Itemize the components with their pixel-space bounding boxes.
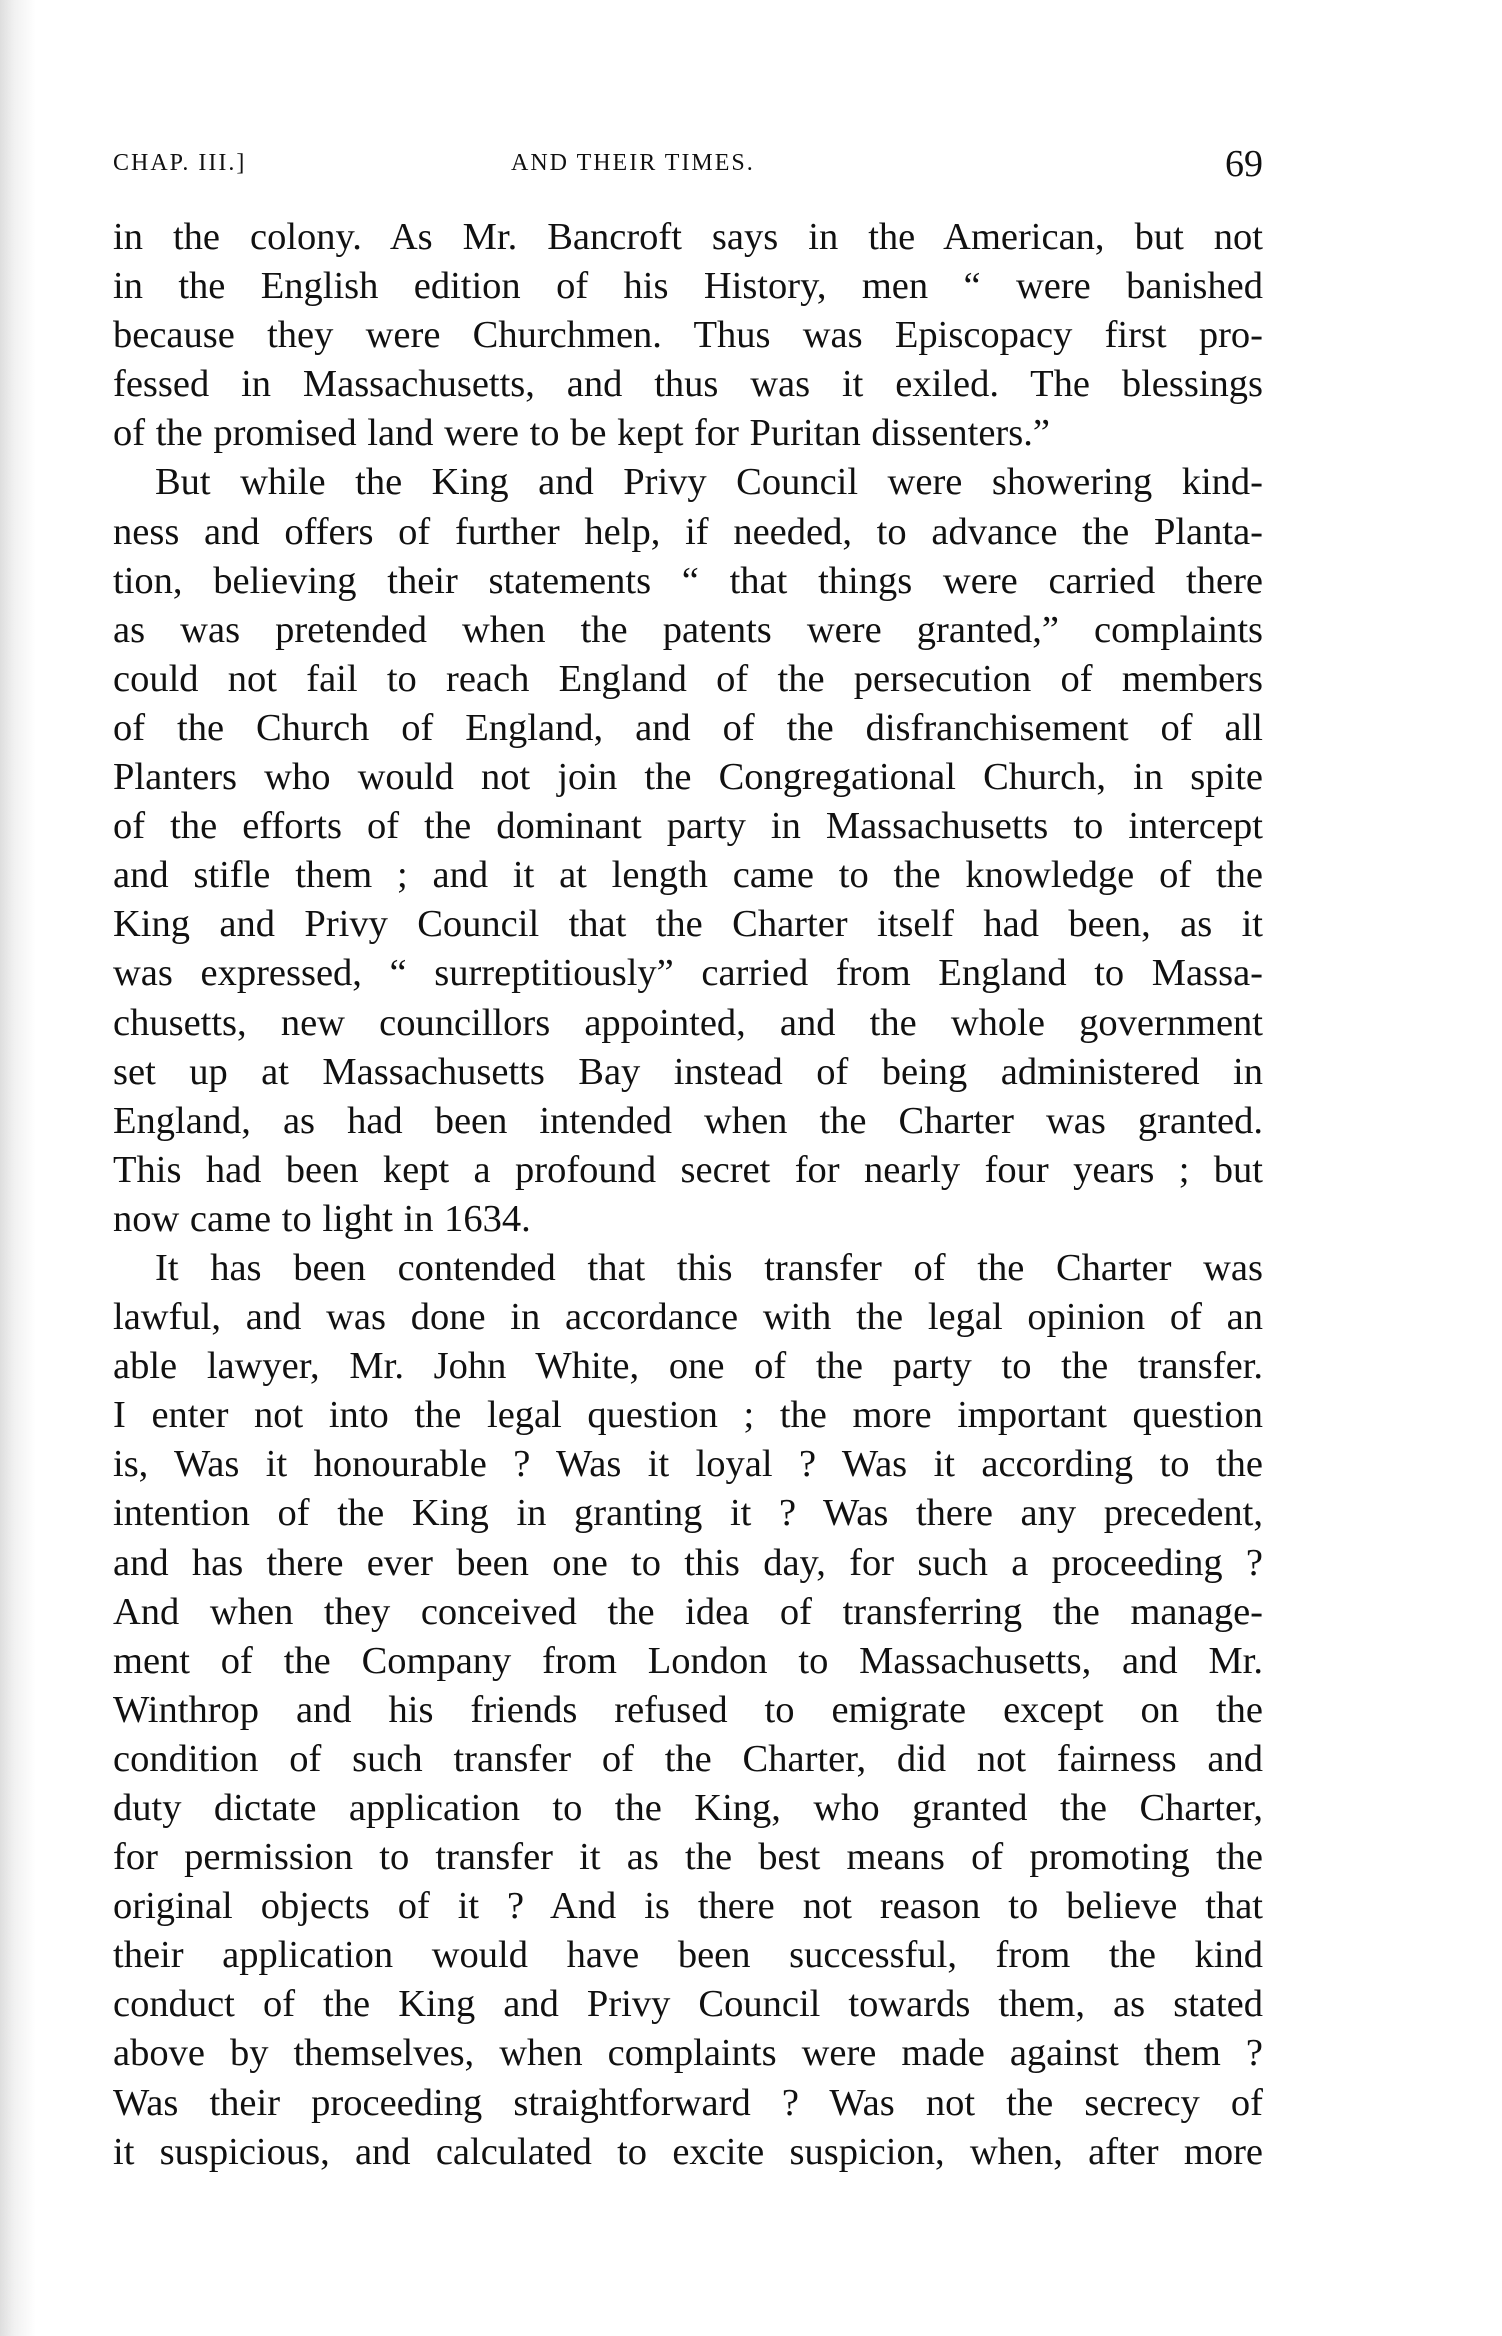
text-line: and has there ever been one to this day, for such a proceeding ? bbox=[113, 1541, 1263, 1584]
page-number: 69 bbox=[1225, 143, 1263, 185]
text-line: set up at Massachusetts Bay instead of being administered in bbox=[113, 1050, 1263, 1093]
body-text bbox=[113, 213, 1263, 2177]
text-line: ment of the Company from London to Massachusetts, and Mr. bbox=[113, 1639, 1263, 1682]
text-line: is, Was it honourable ? Was it loyal ? Was it according to the bbox=[113, 1443, 1263, 1486]
text-line: was expressed, “ surreptitiously” carried from England to Massa- bbox=[113, 952, 1263, 995]
text-line: of the Church of England, and of the disfranchisement of all bbox=[113, 706, 1263, 749]
text-line: as was pretended when the patents were granted,” complaints bbox=[113, 608, 1263, 651]
text-line: could not fail to reach England of the persecution of members bbox=[113, 657, 1263, 700]
text-line: their application would have been successful, from the kind bbox=[113, 1934, 1263, 1977]
text-line: King and Privy Council that the Charter itself had been, as it bbox=[113, 903, 1263, 946]
chapter-label: CHAP. III.] bbox=[113, 150, 247, 176]
text-line: But while the King and Privy Council were showering kind- bbox=[155, 461, 1263, 504]
text-line: of the promised land were to be kept for Puritan dissenters.” bbox=[113, 412, 1050, 455]
text-line: Planters who would not join the Congregational Church, in spite bbox=[113, 756, 1263, 799]
text-line: it suspicious, and calculated to excite suspicion, when, after more bbox=[113, 2130, 1263, 2173]
text-line: above by themselves, when complaints were made against them ? bbox=[113, 2032, 1263, 2075]
text-line: Winthrop and his friends refused to emigrate except on the bbox=[113, 1688, 1263, 1731]
text-line: And when they conceived the idea of transferring the manage- bbox=[113, 1590, 1263, 1633]
running-header bbox=[113, 143, 1263, 190]
text-line: ness and offers of further help, if needed, to advance the Planta- bbox=[113, 510, 1263, 553]
text-line: conduct of the King and Privy Council towards them, as stated bbox=[113, 1983, 1263, 2026]
text-line: able lawyer, Mr. John White, one of the party to the transfer. bbox=[113, 1345, 1263, 1388]
text-line: intention of the King in granting it ? Was there any precedent, bbox=[113, 1492, 1263, 1535]
text-line: and stifle them ; and it at length came to the knowledge of the bbox=[113, 854, 1263, 897]
text-line: fessed in Massachusetts, and thus was it exiled. The blessings bbox=[113, 363, 1263, 406]
text-line: Was their proceeding straightforward ? Was not the secrecy of bbox=[113, 2081, 1263, 2124]
text-line: condition of such transfer of the Charter, did not fairness and bbox=[113, 1737, 1263, 1780]
text-line: duty dictate application to the King, who granted the Charter, bbox=[113, 1787, 1263, 1829]
page-edge-shadow bbox=[0, 0, 36, 2336]
text-line: This had been kept a profound secret for nearly four years ; but bbox=[113, 1148, 1263, 1191]
text-line: now came to light in 1634. bbox=[113, 1197, 531, 1240]
text-line: of the efforts of the dominant party in Massachusetts to intercept bbox=[113, 805, 1263, 848]
text-line: in the English edition of his History, men “ were banished bbox=[113, 265, 1263, 308]
text-line: in the colony. As Mr. Bancroft says in the American, but not bbox=[113, 216, 1263, 258]
text-line: lawful, and was done in accordance with the legal opinion of an bbox=[113, 1296, 1263, 1339]
text-line: chusetts, new councillors appointed, and the whole government bbox=[113, 1001, 1263, 1044]
text-line: tion, believing their statements “ that things were carried there bbox=[113, 559, 1263, 602]
text-line: for permission to transfer it as the best means of promoting the bbox=[113, 1836, 1263, 1879]
text-line: because they were Churchmen. Thus was Episcopacy first pro- bbox=[113, 314, 1263, 357]
text-line: I enter not into the legal question ; the more important question bbox=[113, 1394, 1263, 1437]
text-line: original objects of it ? And is there not reason to believe that bbox=[113, 1885, 1263, 1928]
text-line: England, as had been intended when the Charter was granted. bbox=[113, 1099, 1263, 1142]
running-title: AND THEIR TIMES. bbox=[511, 150, 755, 176]
text-line: It has been contended that this transfer of the Charter was bbox=[155, 1246, 1263, 1289]
